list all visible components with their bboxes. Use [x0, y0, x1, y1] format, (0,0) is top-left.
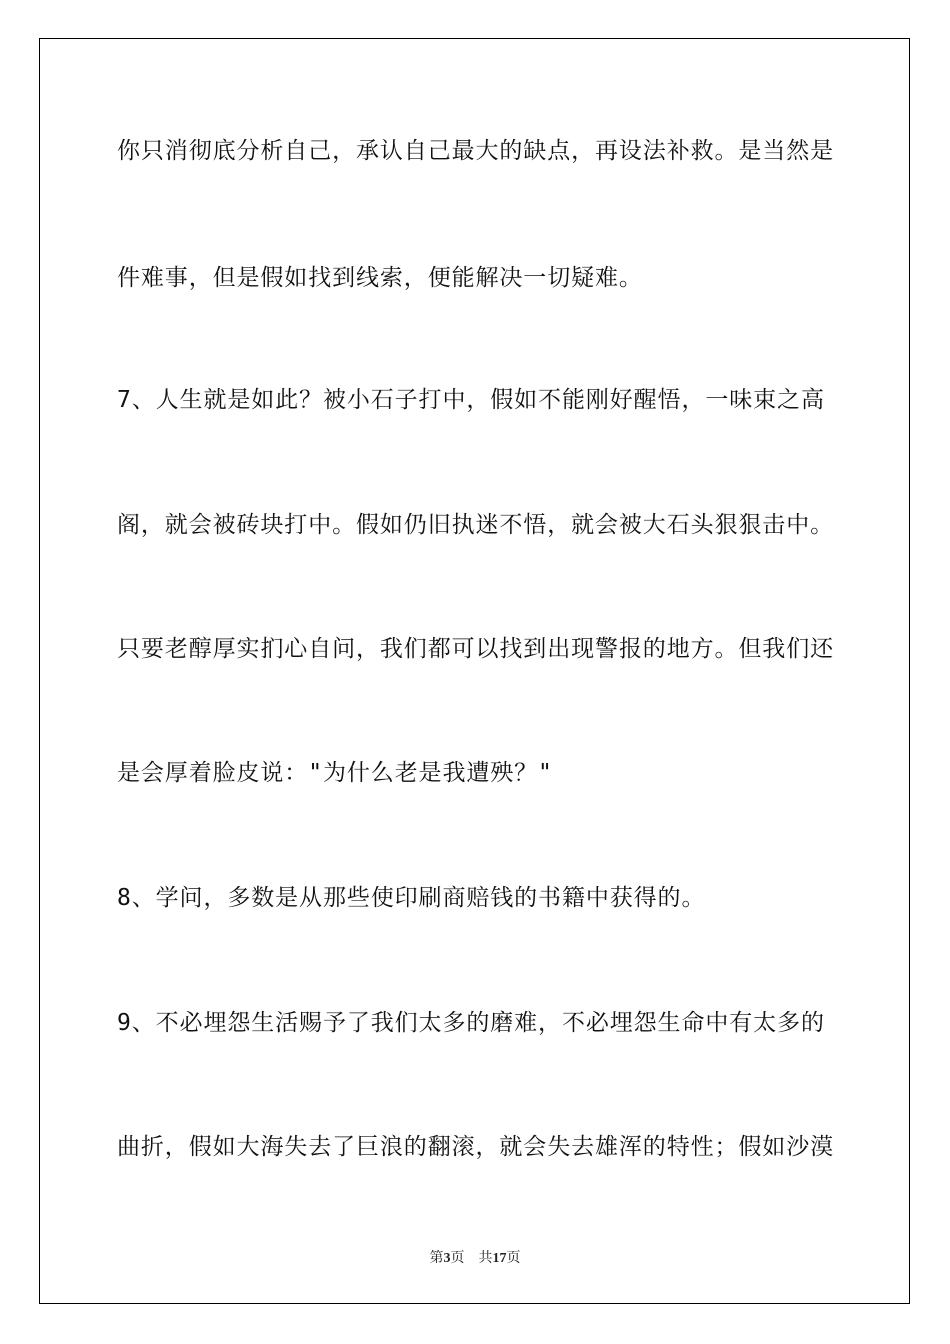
body-line-8: 9、不必埋怨生活赐予了我们太多的磨难，不必埋怨生命中有太多的: [117, 1010, 825, 1036]
footer-page-suffix: 页: [450, 1251, 465, 1266]
footer-total-suffix: 页: [506, 1251, 521, 1266]
footer-total-pages: 17: [492, 1251, 507, 1266]
page-footer: [0, 1247, 950, 1267]
footer-page-prefix: 第: [429, 1251, 444, 1266]
body-line-5: 只要老醇厚实扪心自问，我们都可以找到出现警报的地方。但我们还: [117, 636, 834, 662]
body-line-2: 件难事，但是假如找到线索，便能解决一切疑难。: [117, 265, 643, 291]
footer-page-number: 3: [443, 1251, 451, 1266]
body-line-7: 8、学问，多数是从那些使印刷商赔钱的书籍中获得的。: [117, 885, 706, 911]
body-line-3: 7、人生就是如此？被小石子打中，假如不能刚好醒悟，一味束之高: [117, 387, 825, 413]
body-line-4: 阁，就会被砖块打中。假如仍旧执迷不悟，就会被大石头狠狠击中。: [117, 512, 834, 538]
footer-total-prefix: 共: [478, 1251, 493, 1266]
body-line-1: 你只消彻底分析自己，承认自己最大的缺点，再设法补救。是当然是: [117, 138, 834, 164]
body-line-9: 曲折，假如大海失去了巨浪的翻滚，就会失去雄浑的特性；假如沙漠: [117, 1134, 834, 1160]
body-line-6: 是会厚着脸皮说："为什么老是我遭殃？": [117, 760, 553, 786]
page-frame: [39, 38, 910, 1304]
